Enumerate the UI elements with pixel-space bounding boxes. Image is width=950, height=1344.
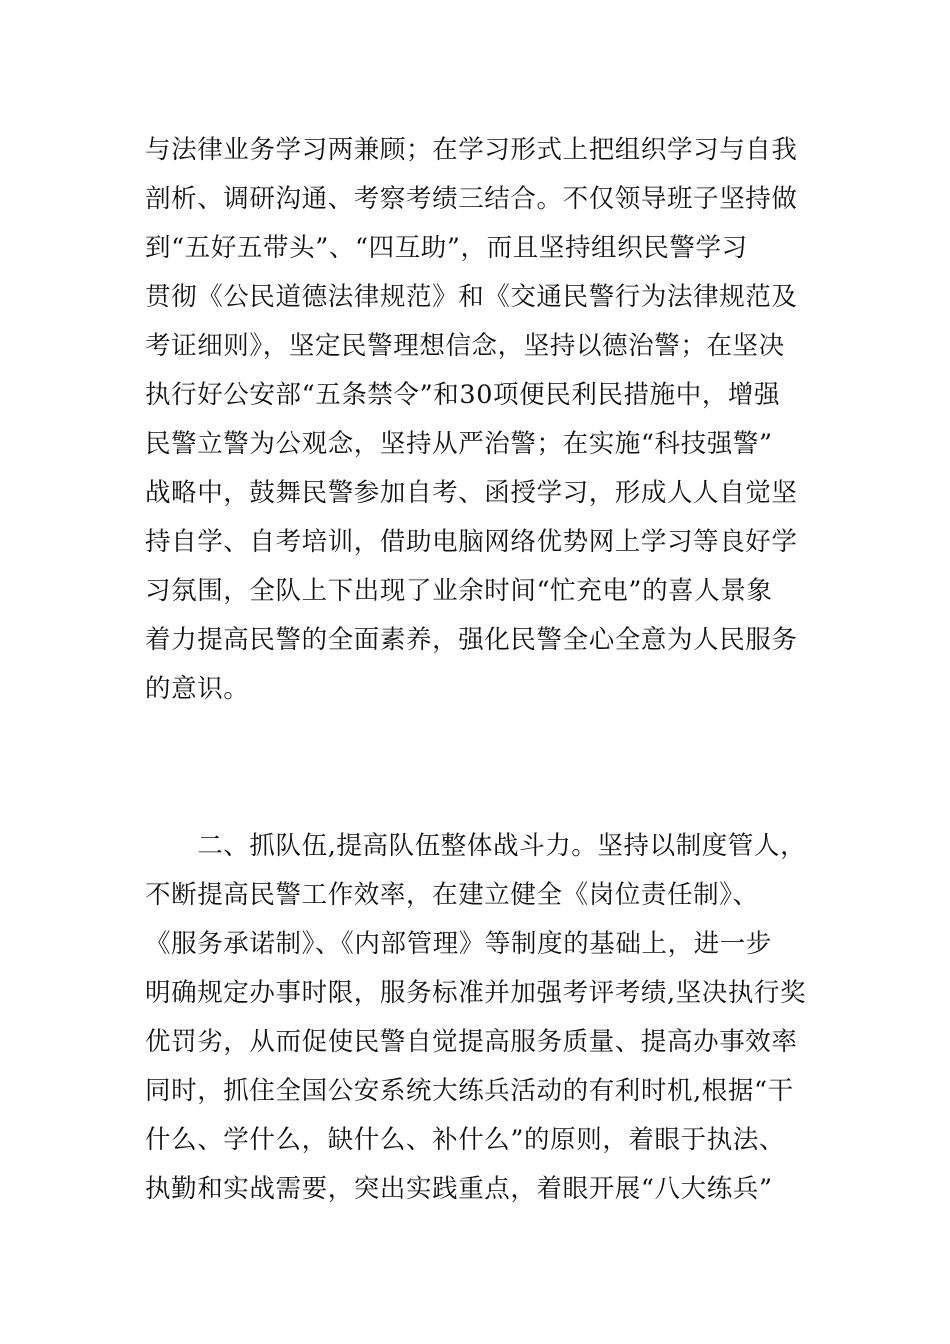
text-line: 二、抓队伍,提高队伍整体战斗力。坚持以制度管人， [145, 831, 807, 861]
text-line: 明确规定办事时限，服务标准并加强考评考绩,坚决执行奖 [145, 978, 807, 1008]
paragraph-1 [145, 126, 815, 714]
text-line: 什么、学什么，缺什么、补什么”的原则，着眼于执法、 [145, 1125, 786, 1155]
text-line: 民警立警为公观念，坚持从严治警；在实施“科技强警” [145, 429, 773, 459]
text-line: 与法律业务学习两兼顾；在学习形式上把组织学习与自我 [145, 135, 798, 165]
text-line: 剖析、调研沟通、考察考绩三结合。不仅领导班子坚持做 [145, 184, 798, 214]
text-line: 习氛围，全队上下出现了业余时间“忙充电”的喜人景象 [145, 576, 773, 606]
text-line: 优罚劣，从而促使民警自觉提高服务质量、提高办事效率 [145, 1027, 798, 1057]
text-line: 不断提高民警工作效率，在建立健全《岗位责任制》、 [145, 880, 759, 910]
text-line: 同时，抓住全国公安系统大练兵活动的有利时机,根据“干 [145, 1076, 794, 1106]
text-line: 《服务承诺制》、《内部管理》等制度的基础上，进一步 [145, 929, 773, 959]
text-line: 着力提高民警的全面素养，强化民警全心全意为人民服务 [145, 625, 798, 655]
text-line: 贯彻《公民道德法律规范》和《交通民警行为法律规范及 [145, 282, 798, 312]
text-line: 考证细则》，坚定民警理想信念，坚持以德治警；在坚决 [145, 331, 785, 361]
paragraph-2 [145, 822, 815, 1214]
text-line: 战略中，鼓舞民警参加自考、函授学习，形成人人自觉坚 [145, 478, 798, 508]
text-line: 执行好公安部“五条禁令”和30项便民利民措施中，增强 [145, 380, 781, 410]
text-line: 到“五好五带头”、“四互助”，而且坚持组织民警学习 [145, 233, 748, 263]
text-line: 执勤和实战需要，突出实践重点，着眼开展“八大练兵” [145, 1174, 773, 1204]
text-line: 的意识。 [145, 674, 250, 704]
text-line: 持自学、自考培训，借助电脑网络优势网上学习等良好学 [145, 527, 798, 557]
